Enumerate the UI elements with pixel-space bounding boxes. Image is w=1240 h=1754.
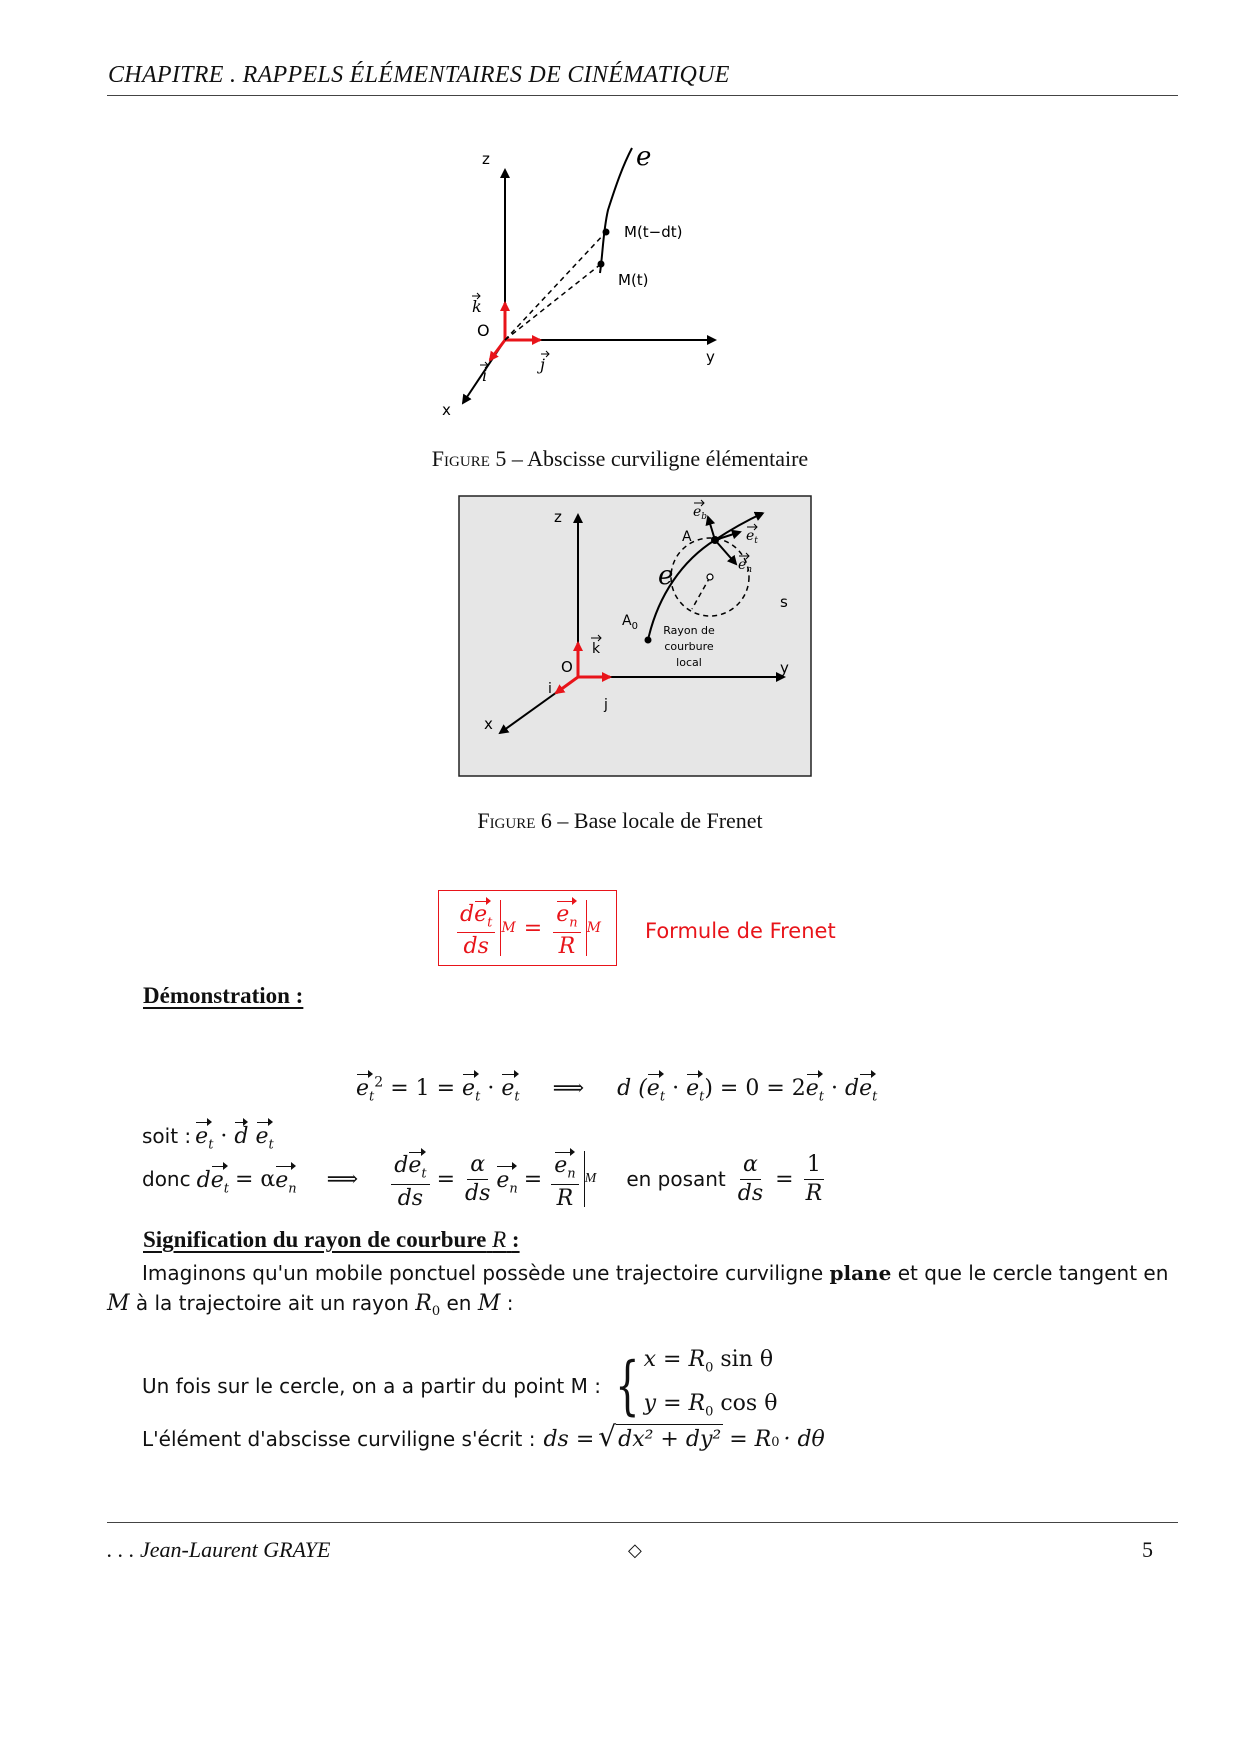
figure-5-caption-sep: – [511, 446, 523, 471]
footer-diamond-icon: ◇ [628, 1540, 642, 1561]
origin-label: O [561, 658, 573, 676]
radius-label-line2: courbure [664, 640, 714, 653]
figure-5-diagram [420, 140, 740, 430]
frenet-lhs-fraction: $\frac{de_t}{ds}$ [457, 897, 495, 960]
position-mtdt-dashed [505, 232, 606, 340]
paragraph-line-2: M à la trajectoire ait un rayon $R_0$ en M : [107, 1291, 514, 1319]
s-label: s [780, 593, 788, 611]
circle-center [707, 574, 713, 580]
a0-label: $A_0$ [622, 613, 638, 632]
trajectory-curve [600, 148, 632, 273]
point-a0 [645, 637, 652, 644]
curve-label: e [658, 561, 674, 591]
cercle-line: Un fois sur le cercle, on a a partir du point M : { $x = R_0$ sin θ $y = R_0$ cos θ [142, 1347, 778, 1424]
point-mtdt [603, 229, 610, 236]
z-label: z [554, 508, 562, 526]
y-label: y [706, 348, 715, 366]
demo-equation-1: $e_t^2 = 1 = e_t \cdot e_t$ ⟹ d $(e_t \cdot e_t) = 0 = 2e_t \cdot de_t$ [356, 1070, 877, 1104]
figure-6-caption-text: Base locale de Frenet [573, 808, 763, 833]
page-number: 5 [1142, 1537, 1153, 1562]
figure-5-caption-prefix: Figure 5 [431, 446, 507, 471]
soit-line: soit : $e_t \cdot d$ $e_t$ [142, 1118, 274, 1152]
j-label: j [540, 355, 545, 374]
x-label: x [484, 715, 493, 733]
figure-5-caption [0, 446, 1240, 472]
eb-label: $e_b$ [693, 504, 708, 522]
i-vector [490, 340, 505, 360]
footer-author: . . . Jean-Laurent GRAYE [107, 1537, 331, 1562]
frenet-formula-label: Formule de Frenet [645, 919, 836, 943]
k-label: k [472, 297, 482, 316]
position-mt-dashed [505, 264, 601, 340]
i-label: i [548, 681, 552, 697]
figure-5-caption-text: Abscisse curviligne élémentaire [527, 446, 809, 471]
frenet-rhs-fraction: $\frac{e_n}{R}$ [553, 897, 580, 960]
radius-label-line3: local [676, 656, 702, 669]
donc-line: donc $de_t$ = α $e_n$ ⟹ $\frac{de_t}{ds}$ = $\frac{\alpha}{ds}$ $e_n$ = $\frac{e_n}{R}$ M en posant $\frac{\alpha}{ds}$ = $\frac{1}{R}$ [142, 1148, 828, 1211]
figure-6-caption-sep: – [557, 808, 569, 833]
figure-6-diagram [458, 495, 812, 777]
a-label: A [682, 529, 692, 545]
x-label: x [442, 401, 451, 419]
paragraph-line-1: Imaginons qu'un mobile ponctuel possède une trajectoire curviligne plane et que le cercle tangent en [142, 1261, 1169, 1285]
curve-label: e [636, 142, 652, 172]
z-label: z [482, 150, 490, 168]
running-header: CHAPITRE . RAPPELS ÉLÉMENTAIRES DE CINÉMATIQUE [108, 62, 730, 88]
footer-rule [107, 1522, 1178, 1523]
abscisse-line: L'élément d'abscisse curviligne s'écrit : ds = √ dx² + dy² = R 0 · dθ [142, 1420, 825, 1453]
mt-label: M(t) [618, 271, 649, 289]
mtdt-label: M(t−dt) [624, 223, 683, 241]
figure-6-frame [459, 496, 811, 776]
figure-6-caption [0, 808, 1240, 834]
frenet-formula-box: $\frac{de_t}{ds}$ M = $\frac{e_n}{R}$ M [438, 890, 617, 966]
radius-label-line1: Rayon de [663, 624, 715, 637]
point-mt [598, 261, 605, 268]
k-label: k [592, 641, 601, 657]
en-label: $e_n$ [738, 557, 753, 575]
demonstration-heading: Démonstration : [143, 983, 304, 1008]
rayon-heading: Signification du rayon de courbure R : [143, 1227, 520, 1252]
header-rule [107, 95, 1178, 96]
figure-6-caption-prefix: Figure 6 [477, 808, 552, 833]
y-label: y [780, 659, 789, 677]
i-label: i [482, 366, 488, 385]
j-label: j [604, 697, 608, 713]
et-label: $e_t$ [746, 528, 758, 546]
origin-label: O [477, 321, 490, 340]
